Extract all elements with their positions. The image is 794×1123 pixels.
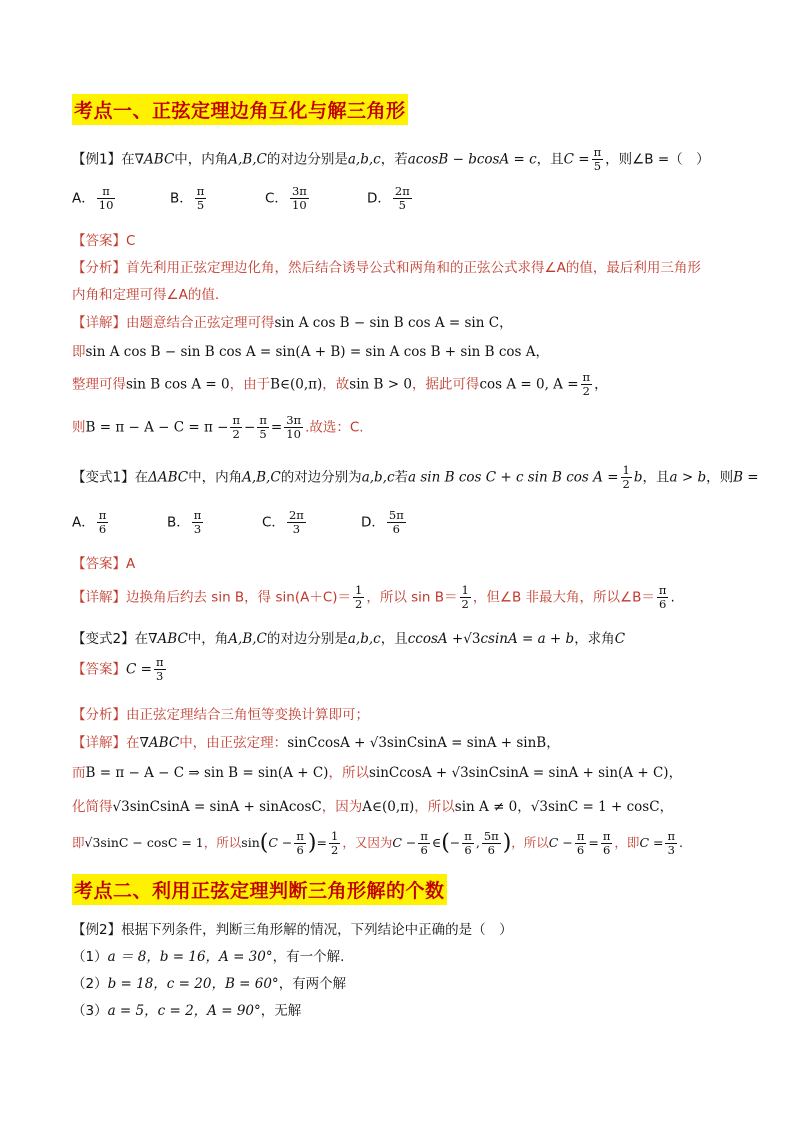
example-1-detail-4: 则B = π − A − C = π − $\frac{\pi}{2}$ − $\frac{\pi}{5}$ = $\frac{3\pi}{10}$ .故选：C. xyxy=(72,413,364,442)
variant-2-detail-3: 化简得√3sinCsinA = sinA + sinAcosC，因为A∈(0,π)，所以sin A ≠ 0，√3sinC = 1 + cosC， xyxy=(72,799,674,815)
example-1-detail-1: 【详解】由题意结合正弦定理可得sin A cos B − sin B cos A = sin C， xyxy=(72,315,513,331)
option-c: C． $\frac{3\pi}{10}$ xyxy=(265,184,307,213)
option-d: D． $\frac{2\pi}{5}$ xyxy=(367,184,410,213)
variant-1-question: 【变式1】在ΔABC中，内角A,B,C的对边分别为a,b,c若a sin B cos C + c sin B cos A = $\frac{1}{2}$ b，且a > b，则B = xyxy=(72,463,759,492)
variant-2-question: 【变式2】在∇ABC中，角A,B,C的对边分别是a,b,c，且ccosA +√3csinA = a + b，求角C xyxy=(72,631,626,647)
example-1-detail-3: 整理可得sin B cos A = 0，由于B∈(0,π)，故sin B > 0，据此可得cos A = 0, A = $\frac{\pi}{2}$ ， xyxy=(72,370,608,399)
variant-2-analysis: 【分析】由正弦定理结合三角恒等变换计算即可； xyxy=(72,707,369,723)
example-2-question: 【例2】根据下列条件，判断三角形解的情况，下列结论中正确的是（ ） xyxy=(72,922,513,938)
v1-option-a: A． $\frac{\pi}{6}$ xyxy=(72,508,107,537)
example-2-item-1: （1）a ＝ 8，b = 16，A = 30°，有一个解. xyxy=(72,949,345,965)
v1-option-c: C． $\frac{2\pi}{3}$ xyxy=(262,508,304,537)
variant-1-answer: 【答案】A xyxy=(72,556,136,572)
example-2-item-2: （2）b = 18，c = 20，B = 60°，有两个解 xyxy=(72,976,347,992)
section-heading-2: 考点二、利用正弦定理判断三角形解的个数 xyxy=(72,874,447,905)
variant-2-detail-2: 而B = π − A − C ⇒ sin B = sin(A + C)，所以sinCcosA + √3sinCsinA = sinA + sin(A + C)， xyxy=(72,765,683,781)
section-heading-1: 考点一、正弦定理边角互化与解三角形 xyxy=(72,94,408,125)
example-1-question: 【例1】在∇ABC中，内角A,B,C的对边分别是a,b,c，若acosB − bcosA = c，且C = $\frac{\pi}{5}$ ，则∠B =（ ） xyxy=(72,145,710,174)
example-1-detail-2: 即sin A cos B − sin B cos A = sin(A + B) = sin A cos B + sin B cos A， xyxy=(72,344,550,360)
variant-2-answer: 【答案】C = $\frac{\pi}{3}$ xyxy=(72,655,164,684)
option-b: B． $\frac{\pi}{5}$ xyxy=(170,184,205,213)
v1-option-d: D． $\frac{5\pi}{6}$ xyxy=(361,508,404,537)
variant-2-detail-4: 即√3sinC − cosC = 1，所以sin(C − $\frac{\pi}{6}$ )= $\frac{1}{2}$ ，又因为C − $\frac{\pi}{6}$ ∈(− $\frac{\pi}{6}$ , $\frac{5\pi}{6}$ )，所以C − $\frac{\pi}{6}$ = $\frac{\pi}{6}$ ，即C = $\frac{\pi}{3}$ . xyxy=(72,829,683,858)
fraction: $\frac{\pi}{5}$ xyxy=(593,145,602,174)
example-tag: 【例1】 xyxy=(72,151,122,168)
example-1-answer: 【答案】C xyxy=(72,233,136,249)
example-1-analysis-cont: 内角和定理可得∠A的值. xyxy=(72,287,220,303)
v1-option-b: B． $\frac{\pi}{3}$ xyxy=(167,508,202,537)
variant-1-detail: 【详解】边换角后约去 sin B，得 sin(A＋C)＝ $\frac{1}{2}$ ，所以 sin B＝ $\frac{1}{2}$ ，但∠B 非最大角，所以∠B＝ $\frac{\pi}{6}$ . xyxy=(72,583,675,612)
example-1-analysis: 【分析】首先利用正弦定理边化角，然后结合诱导公式和两角和的正弦公式求得∠A的值，最后利用三角形 xyxy=(72,260,701,276)
option-a: A． $\frac{\pi}{10}$ xyxy=(72,184,114,213)
variant-2-detail-1: 【详解】在∇ABC中，由正弦定理：sinCcosA + √3sinCsinA = sinA + sinB， xyxy=(72,735,560,751)
example-2-item-3: （3）a = 5，c = 2，A = 90°，无解 xyxy=(72,1003,302,1019)
